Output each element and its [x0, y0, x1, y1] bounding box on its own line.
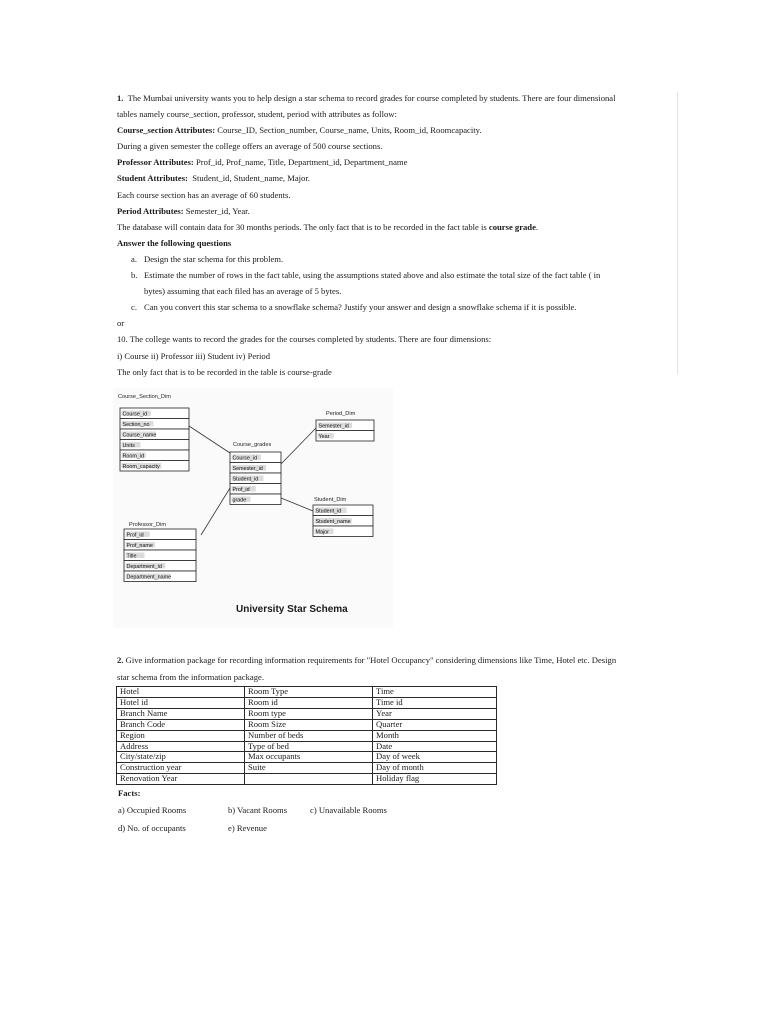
professor-dim-field: Department_id — [126, 564, 162, 571]
period-attributes: Semester_id, Year. — [185, 205, 250, 216]
course-grades-fact-field: Course_id — [232, 455, 258, 462]
course-section-dim-field: Course_id — [122, 411, 148, 418]
ip-table-cell: Suite — [245, 763, 373, 774]
course-section-dim-title: Course_Section_Dim — [118, 394, 171, 400]
professor-dim-field: Prof_id — [126, 532, 144, 539]
star-schema-figure — [113, 388, 393, 628]
ip-table-cell: Room id — [245, 697, 373, 708]
course-section-dim — [118, 394, 189, 471]
q1-avg-sections: During a given semester the college offers an average of 500 course sections. — [117, 141, 383, 152]
q1-intro-2: tables namely course_section, professor, student, period with attributes as follow: — [117, 109, 397, 120]
q1-student-line — [117, 170, 677, 186]
q1-course-line — [117, 122, 677, 138]
course-attributes-label: Course_section Attributes: — [117, 125, 216, 136]
ip-table-cell: City/state/zip — [117, 752, 245, 763]
ip-table-row — [117, 774, 497, 785]
student-dim-title: Student_Dim — [314, 497, 347, 503]
q1-avg-students: Each course section has an average of 60 students. — [117, 189, 291, 200]
professor-dim — [124, 522, 196, 582]
ip-table-cell: Hotel — [117, 687, 245, 698]
qc-text: Can you convert this star schema to a snowflake schema? Justify your answer and design a snowflake schema if it is possible. — [144, 302, 577, 313]
student-dim — [313, 497, 373, 537]
ip-table-cell: Branch Code — [117, 719, 245, 730]
qb-text-1: Estimate the number of rows in the fact table, using the assumptions stated above and also estimate the total size of the fact table ( in — [144, 270, 601, 281]
ip-table-cell: Renovation Year — [117, 774, 245, 785]
ip-table-cell: Branch Name — [117, 708, 245, 719]
ip-table-cell: Address — [117, 741, 245, 752]
ip-table-cell: Max occupants — [245, 752, 373, 763]
q2-number: 2. — [117, 655, 124, 665]
alt-line-3: The only fact that is to be recorded in the table is course-grade — [117, 366, 332, 377]
course-grades-fact-title: Course_grades — [233, 442, 272, 448]
ip-table-row — [117, 730, 497, 741]
period-dim-field: Semester_id — [318, 423, 349, 430]
student-dim-field: Major — [315, 529, 329, 536]
ip-table-cell: Quarter — [373, 719, 497, 730]
course-section-dim-field: Section_no — [122, 422, 150, 429]
fact-vacant-rooms: b) Vacant Rooms — [228, 805, 288, 815]
ip-table-cell: Time — [373, 687, 497, 698]
q1-intro-1: The Mumbai university wants you to help design a star schema to record grades for course completed by students. There are four dimensional — [127, 93, 616, 103]
qa-text: Design the star schema for this problem. — [144, 253, 284, 264]
question-1 — [117, 90, 677, 380]
ip-table-row — [117, 752, 497, 763]
ip-table-cell: Type of bed — [245, 741, 373, 752]
ip-table-cell: Room type — [245, 708, 373, 719]
ip-table-cell: Room Size — [245, 719, 373, 730]
q1-prof-line — [117, 154, 677, 170]
student-dim-field: Student_name — [315, 519, 351, 526]
ip-table-row — [117, 763, 497, 774]
course-section-dim-field: Room_capacity — [122, 464, 160, 471]
star-schema-diagram — [113, 388, 393, 628]
question-2 — [117, 652, 637, 685]
ip-table-cell: Hotel id — [117, 697, 245, 708]
ip-table-row — [117, 741, 497, 752]
schema-caption: University Star Schema — [236, 604, 348, 615]
qb-text-2: bytes) assuming that each filed has an average of 5 bytes. — [144, 286, 342, 297]
or-divider: or — [117, 318, 125, 329]
q1-db-text: The database will contain data for 30 months periods. The only fact that is to be recorded in the fact table is — [117, 221, 487, 232]
qc-marker: c. — [131, 302, 137, 313]
ip-table-row — [117, 708, 497, 719]
ip-table-row — [117, 697, 497, 708]
question-c — [117, 299, 677, 315]
course-grades-fact — [230, 442, 281, 505]
q1-course-grade: course grade — [488, 221, 536, 232]
course-section-dim-field: Course_name — [122, 432, 157, 439]
course-grades-fact-field: grade — [232, 497, 247, 504]
q1-intro-line-1 — [117, 90, 677, 106]
professor-dim-field: Department_name — [126, 574, 172, 581]
ip-table-cell: Day of month — [373, 763, 497, 774]
answer-heading-text: Answer the following questions — [117, 237, 232, 248]
fact-revenue: e) Revenue — [228, 823, 267, 833]
student-dim-field: Student_id — [315, 508, 342, 515]
course-section-dim-field: Units — [122, 443, 135, 450]
student-attributes: Student_id, Student_name, Major. — [192, 173, 310, 184]
qa-marker: a. — [131, 253, 137, 264]
course-grades-fact-field: Student_id — [232, 476, 259, 483]
ip-table-cell: Region — [117, 730, 245, 741]
alt-line-1: 10. The college wants to record the grades for the courses completed by students. There are four dimensions: — [117, 334, 492, 345]
ip-table-row — [117, 687, 497, 698]
course-grades-fact-field: Semester_id — [232, 466, 263, 473]
professor-dim-title: Professor_Dim — [129, 522, 166, 528]
q1-db-end: . — [535, 221, 539, 232]
ip-table-cell — [245, 774, 373, 785]
ip-table-row — [117, 719, 497, 730]
q2-text-2: star schema from the information package. — [117, 671, 264, 682]
q2-text-1: Give information package for recording information requirements for "Hotel Occupancy" considering dimensions like Time, Hotel etc. Design — [125, 655, 617, 665]
q1-period-line — [117, 203, 677, 219]
ip-table-cell: Room Type — [245, 687, 373, 698]
fact-no-of-occupants: d) No. of occupants — [118, 823, 186, 833]
information-package-table — [116, 686, 497, 785]
qb-marker: b. — [131, 270, 138, 281]
period-dim — [316, 411, 374, 441]
ip-table-cell: Time id — [373, 697, 497, 708]
professor-dim-field: Prof_name — [126, 543, 153, 550]
period-dim-field: Year — [318, 434, 330, 441]
professor-attributes-label: Professor Attributes: — [117, 157, 194, 168]
ip-table-cell: Construction year — [117, 763, 245, 774]
alt-line-2: i) Course ii) Professor iii) Student iv) Period — [117, 350, 271, 361]
question-a — [117, 251, 677, 267]
ip-table-cell: Year — [373, 708, 497, 719]
professor-attributes: Prof_id, Prof_name, Title, Department_id, Department_name — [195, 157, 408, 168]
course-attributes: Course_ID, Section_number, Course_name, Units, Room_id, Roomcapacity. — [217, 125, 482, 136]
q1-db-line — [117, 219, 677, 235]
ip-table-cell: Date — [373, 741, 497, 752]
fact-unavailable-rooms: c) Unavailable Rooms — [310, 805, 387, 815]
course-section-dim-field: Room_id — [122, 453, 145, 460]
ip-table-cell: Day of week — [373, 752, 497, 763]
course-grades-fact-field: Prof_id — [232, 487, 250, 494]
q2-line-1 — [117, 652, 637, 669]
ip-table-cell: Number of beds — [245, 730, 373, 741]
answer-heading — [117, 235, 677, 251]
period-dim-title: Period_Dim — [326, 411, 356, 417]
facts-label: Facts: — [118, 788, 141, 798]
question-b — [117, 267, 677, 283]
fact-occupied-rooms: a) Occupied Rooms — [118, 805, 187, 815]
q1-number: 1. — [117, 93, 124, 103]
professor-dim-field: Title — [126, 553, 137, 560]
ip-table-cell: Holiday flag — [373, 774, 497, 785]
page-edge-line — [677, 92, 678, 374]
period-attributes-label: Period Attributes: — [117, 205, 184, 216]
ip-table-cell: Month — [373, 730, 497, 741]
student-attributes-label: Student Attributes: — [117, 173, 188, 184]
